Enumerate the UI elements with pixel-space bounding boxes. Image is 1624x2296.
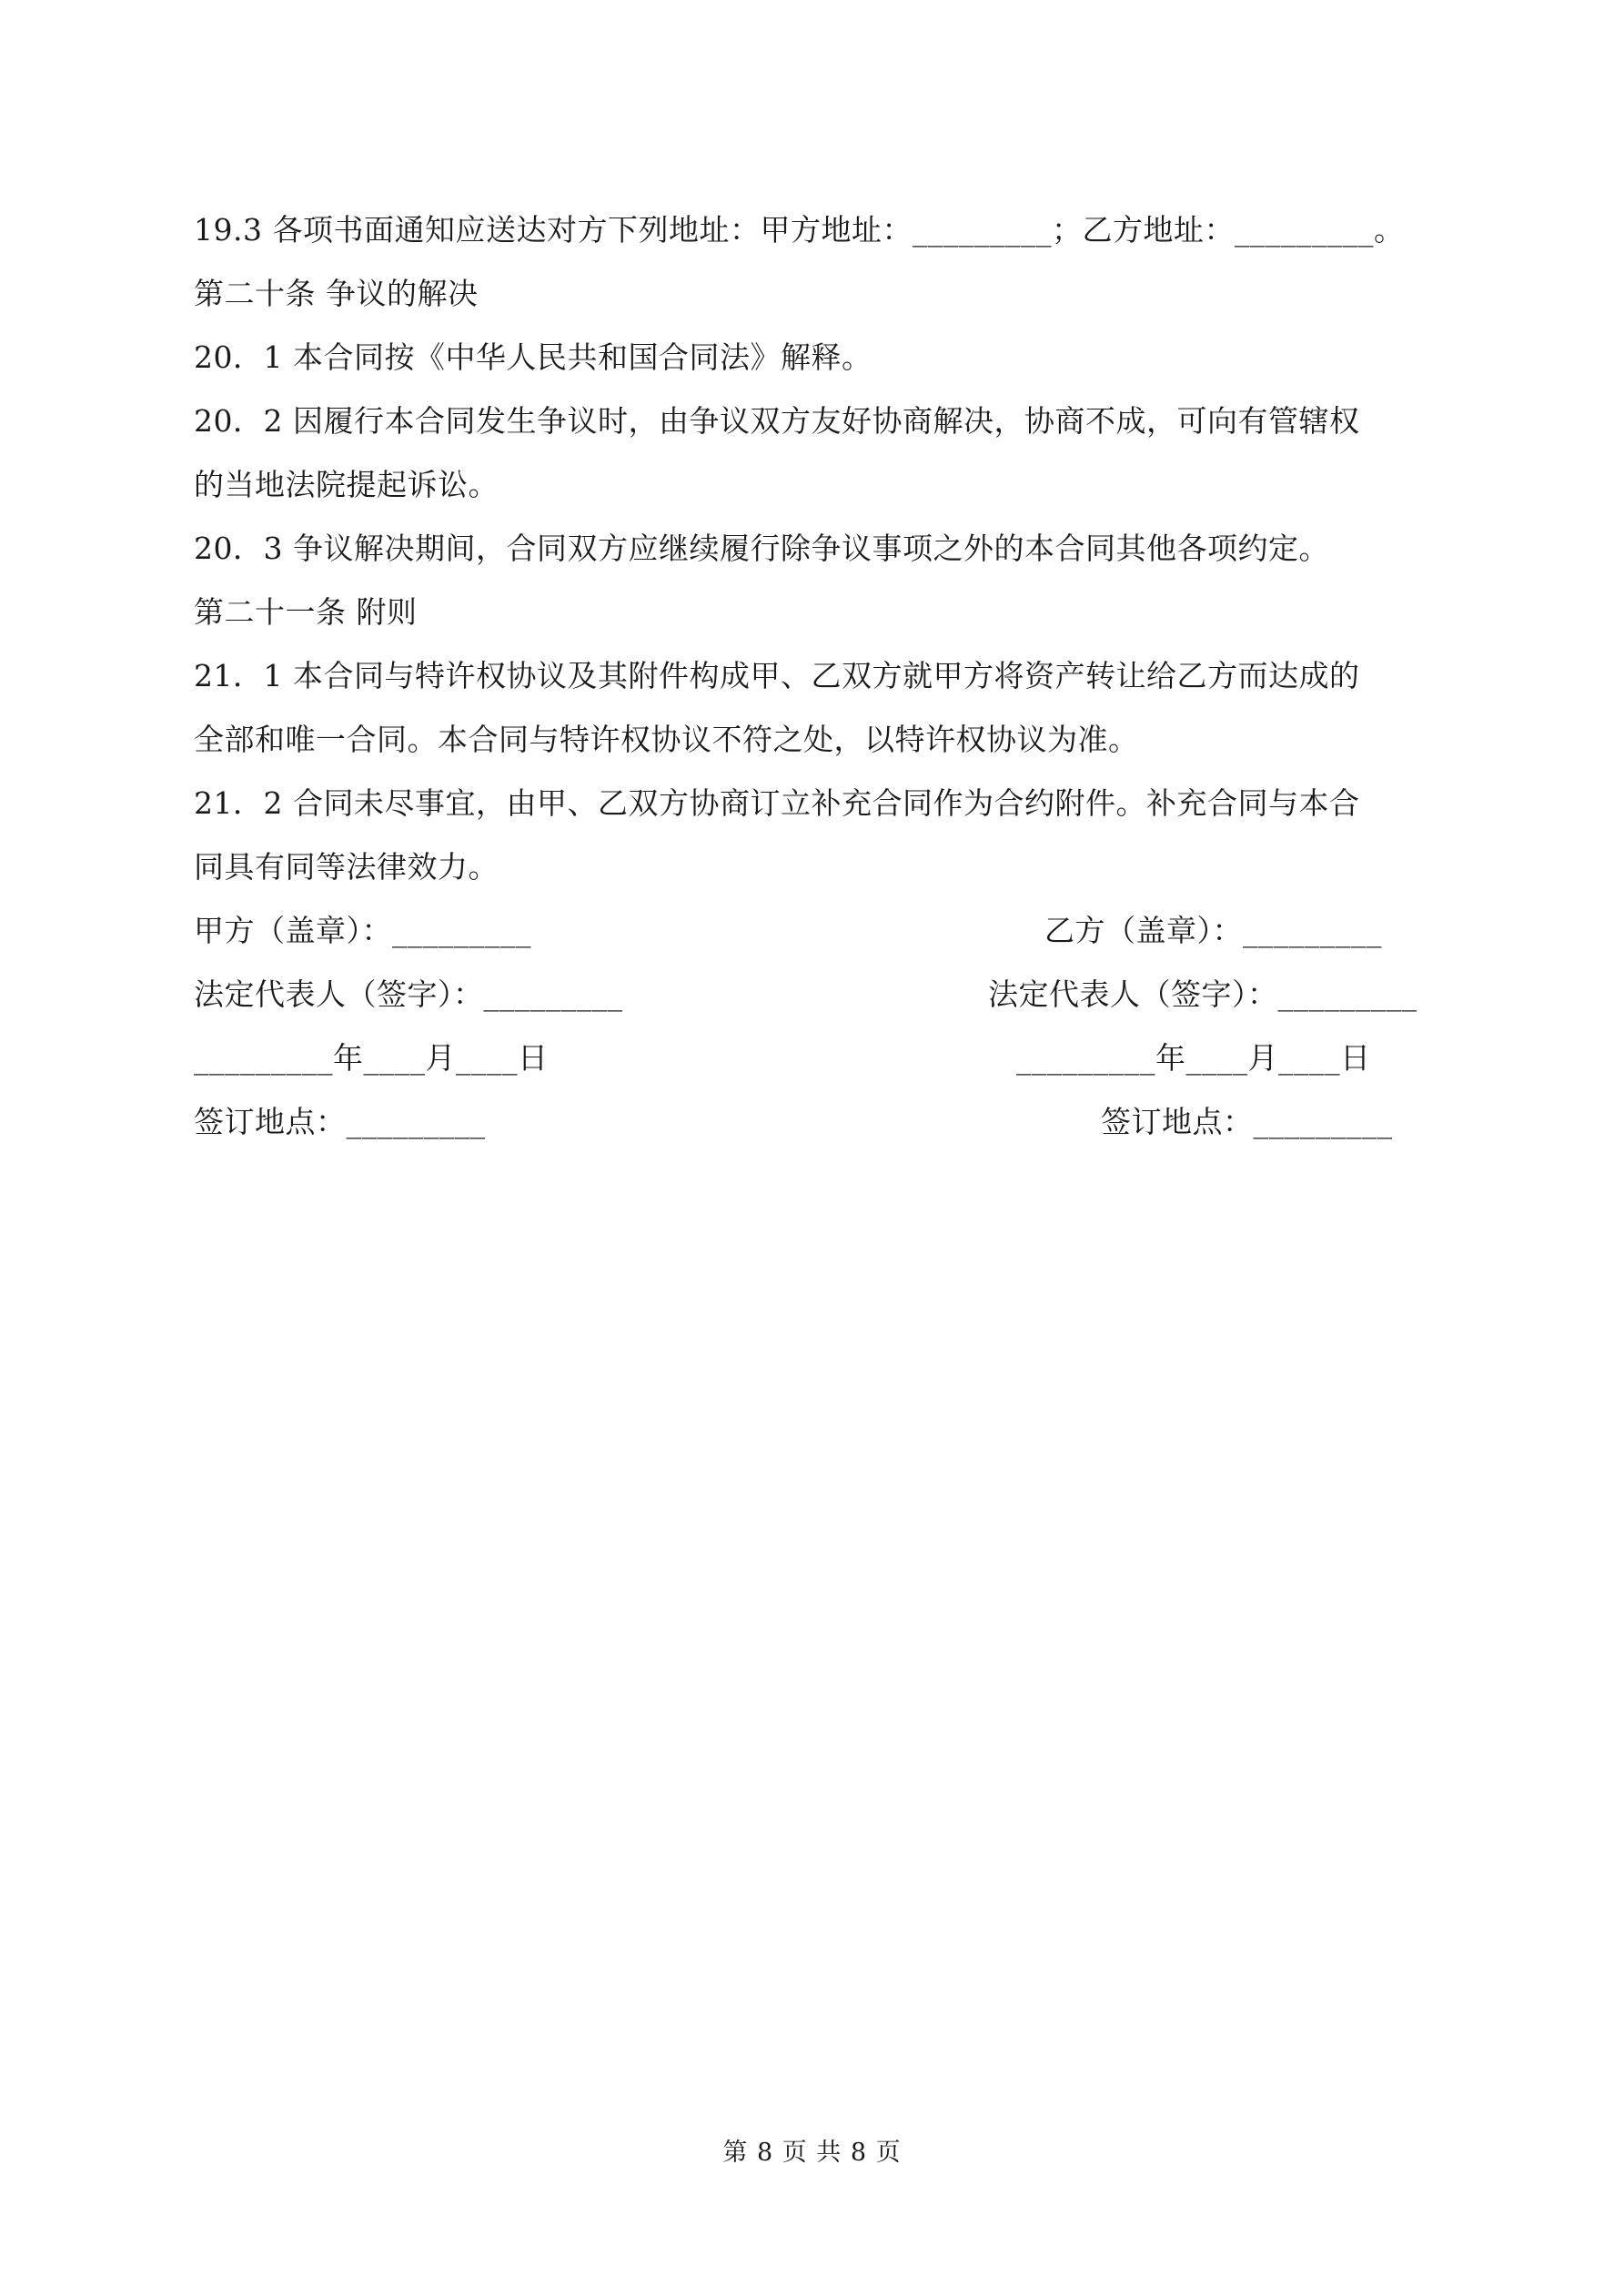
party-a-place: 签订地点：_________ (194, 1104, 486, 1139)
page-footer: 第 8 页 共 8 页 (722, 2139, 902, 2167)
party-b-representative: 法定代表人（签字）：_________ (988, 976, 1417, 1012)
signature-row-representative (194, 963, 1440, 1027)
party-b-seal: 乙方（盖章）：_________ (1044, 913, 1382, 948)
signature-row-date (194, 1027, 1440, 1090)
clause-20-1: 20．1 本合同按《中华人民共和国合同法》解释。 (194, 339, 873, 375)
article-21-heading: 第二十一条 附则 (194, 594, 418, 630)
party-b-place: 签订地点：_________ (1101, 1104, 1393, 1139)
contract-body (194, 198, 1440, 1154)
clause-21-2-line1: 21．2 合同未尽事宜，由甲、乙双方协商订立补充合同作为合约附件。补充合同与本合 (194, 785, 1360, 821)
party-a-date: _________年____月____日 (194, 1040, 549, 1076)
clause-20-2-line2: 的当地法院提起诉讼。 (194, 467, 499, 502)
clause-20-3: 20．3 争议解决期间，合同双方应继续履行除争议事项之外的本合同其他各项约定。 (194, 531, 1329, 566)
party-b-date: _________年____月____日 (1016, 1040, 1371, 1076)
signature-row-place (194, 1090, 1440, 1154)
party-a-seal: 甲方（盖章）：_________ (194, 913, 531, 948)
clause-21-1-line2: 全部和唯一合同。本合同与特许权协议不符之处，以特许权协议为准。 (194, 722, 1139, 757)
article-20-heading: 第二十条 争议的解决 (194, 276, 479, 311)
clause-19-3: 19.3 各项书面通知应送达对方下列地址：甲方地址：_________；乙方地址：_________。 (194, 212, 1405, 248)
signature-row-seal (194, 899, 1440, 963)
clause-20-2-line1: 20．2 因履行本合同发生争议时，由争议双方友好协商解决，协商不成，可向有管辖权 (194, 403, 1360, 439)
clause-21-1-line1: 21．1 本合同与特许权协议及其附件构成甲、乙双方就甲方将资产转让给乙方而达成的 (194, 658, 1360, 693)
party-a-representative: 法定代表人（签字）：_________ (194, 976, 623, 1012)
clause-21-2-line2: 同具有同等法律效力。 (194, 849, 499, 885)
